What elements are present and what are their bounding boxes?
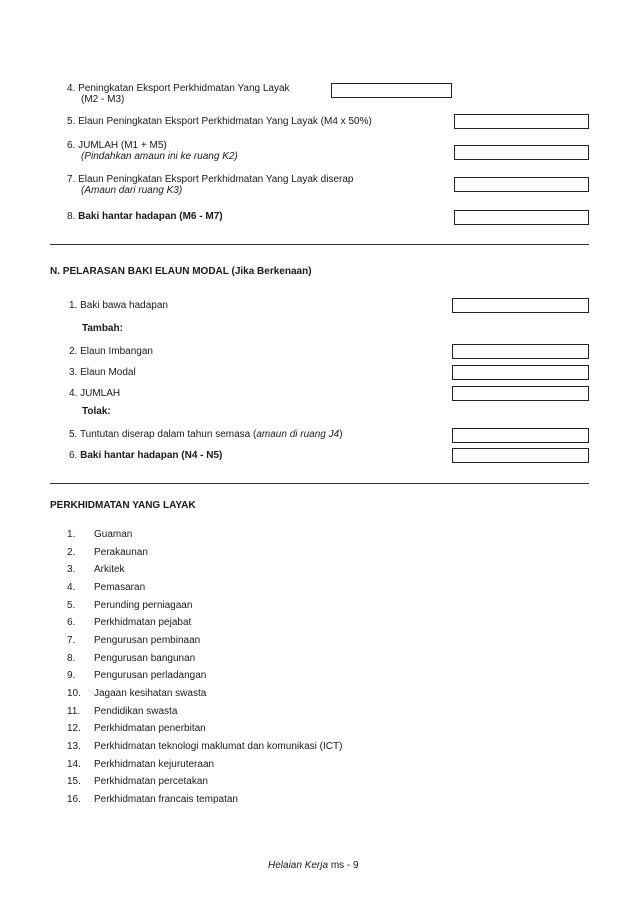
service-item: Pengurusan pembinaan [94,635,201,646]
n1-label: 1. Baki bawa hadapan [69,300,168,311]
service-number: 9. [67,670,76,681]
service-item: Perkhidmatan pejabat [94,617,192,628]
service-number: 1. [67,529,76,540]
service-number: 16. [67,794,81,805]
n2-label: 2. Elaun Imbangan [69,346,153,357]
service-number: 2. [67,547,76,558]
service-item: Pemasaran [94,582,146,593]
service-number: 13. [67,741,81,752]
service-item: Guaman [94,529,133,540]
service-number: 8. [67,653,76,664]
n4-input[interactable] [452,386,589,401]
service-number: 5. [67,600,76,611]
services-heading: PERKHIDMATAN YANG LAYAK [50,500,196,511]
service-number: 12. [67,723,81,734]
n1-input[interactable] [452,298,589,313]
service-number: 3. [67,564,76,575]
m4-label: 4. Peningkatan Eksport Perkhidmatan Yang Layak (M2 - M3) [67,83,290,105]
service-item: Perkhidmatan kejuruteraan [94,759,215,770]
service-number: 10. [67,688,81,699]
service-number: 15. [67,776,81,787]
tambah-label: Tambah: [82,323,123,334]
service-item: Pengurusan perladangan [94,670,207,681]
service-number: 6. [67,617,76,628]
service-number: 11. [67,706,81,717]
service-item: Perkhidmatan percetakan [94,776,208,787]
service-item: Pendidikan swasta [94,706,178,717]
divider [50,244,589,245]
service-item: Arkitek [94,564,125,575]
m5-label: 5. Elaun Peningkatan Eksport Perkhidmatan Yang Layak (M4 x 50%) [67,116,372,127]
m7-input[interactable] [454,177,589,192]
n6-input[interactable] [452,448,589,463]
service-number: 14. [67,759,81,770]
service-item: Perkhidmatan teknologi maklumat dan komunikasi (ICT) [94,741,343,752]
m8-label: 8. Baki hantar hadapan (M6 - M7) [67,211,223,222]
n5-input[interactable] [452,428,589,443]
n2-input[interactable] [452,344,589,359]
page-footer: Helaian Kerja ms - 9 [268,860,359,871]
service-number: 7. [67,635,76,646]
service-item: Perunding perniagaan [94,600,193,611]
m6-input[interactable] [454,145,589,160]
service-item: Jagaan kesihatan swasta [94,688,207,699]
n4-label: 4. JUMLAH [69,388,121,399]
n5-label: 5. Tuntutan diserap dalam tahun semasa (amaun di ruang J4) [69,429,343,440]
service-item: Pengurusan bangunan [94,653,196,664]
m6-label: 6. JUMLAH (M1 + M5) (Pindahkan amaun ini ke ruang K2) [67,140,238,162]
service-item: Perkhidmatan penerbitan [94,723,206,734]
service-number: 4. [67,582,76,593]
m4-input[interactable] [331,83,452,98]
n3-input[interactable] [452,365,589,380]
service-item: Perkhidmatan francais tempatan [94,794,238,805]
m8-input[interactable] [454,210,589,225]
divider [50,483,589,484]
m7-label: 7. Elaun Peningkatan Eksport Perkhidmatan Yang Layak diserap (Amaun dari ruang K3) [67,174,354,196]
m5-input[interactable] [454,114,589,129]
tolak-label: Tolak: [82,406,111,417]
section-n-heading: N. PELARASAN BAKI ELAUN MODAL (Jika Berkenaan) [50,266,312,277]
service-item: Perakaunan [94,547,148,558]
n6-label: 6. Baki hantar hadapan (N4 - N5) [69,450,223,461]
n3-label: 3. Elaun Modal [69,367,136,378]
